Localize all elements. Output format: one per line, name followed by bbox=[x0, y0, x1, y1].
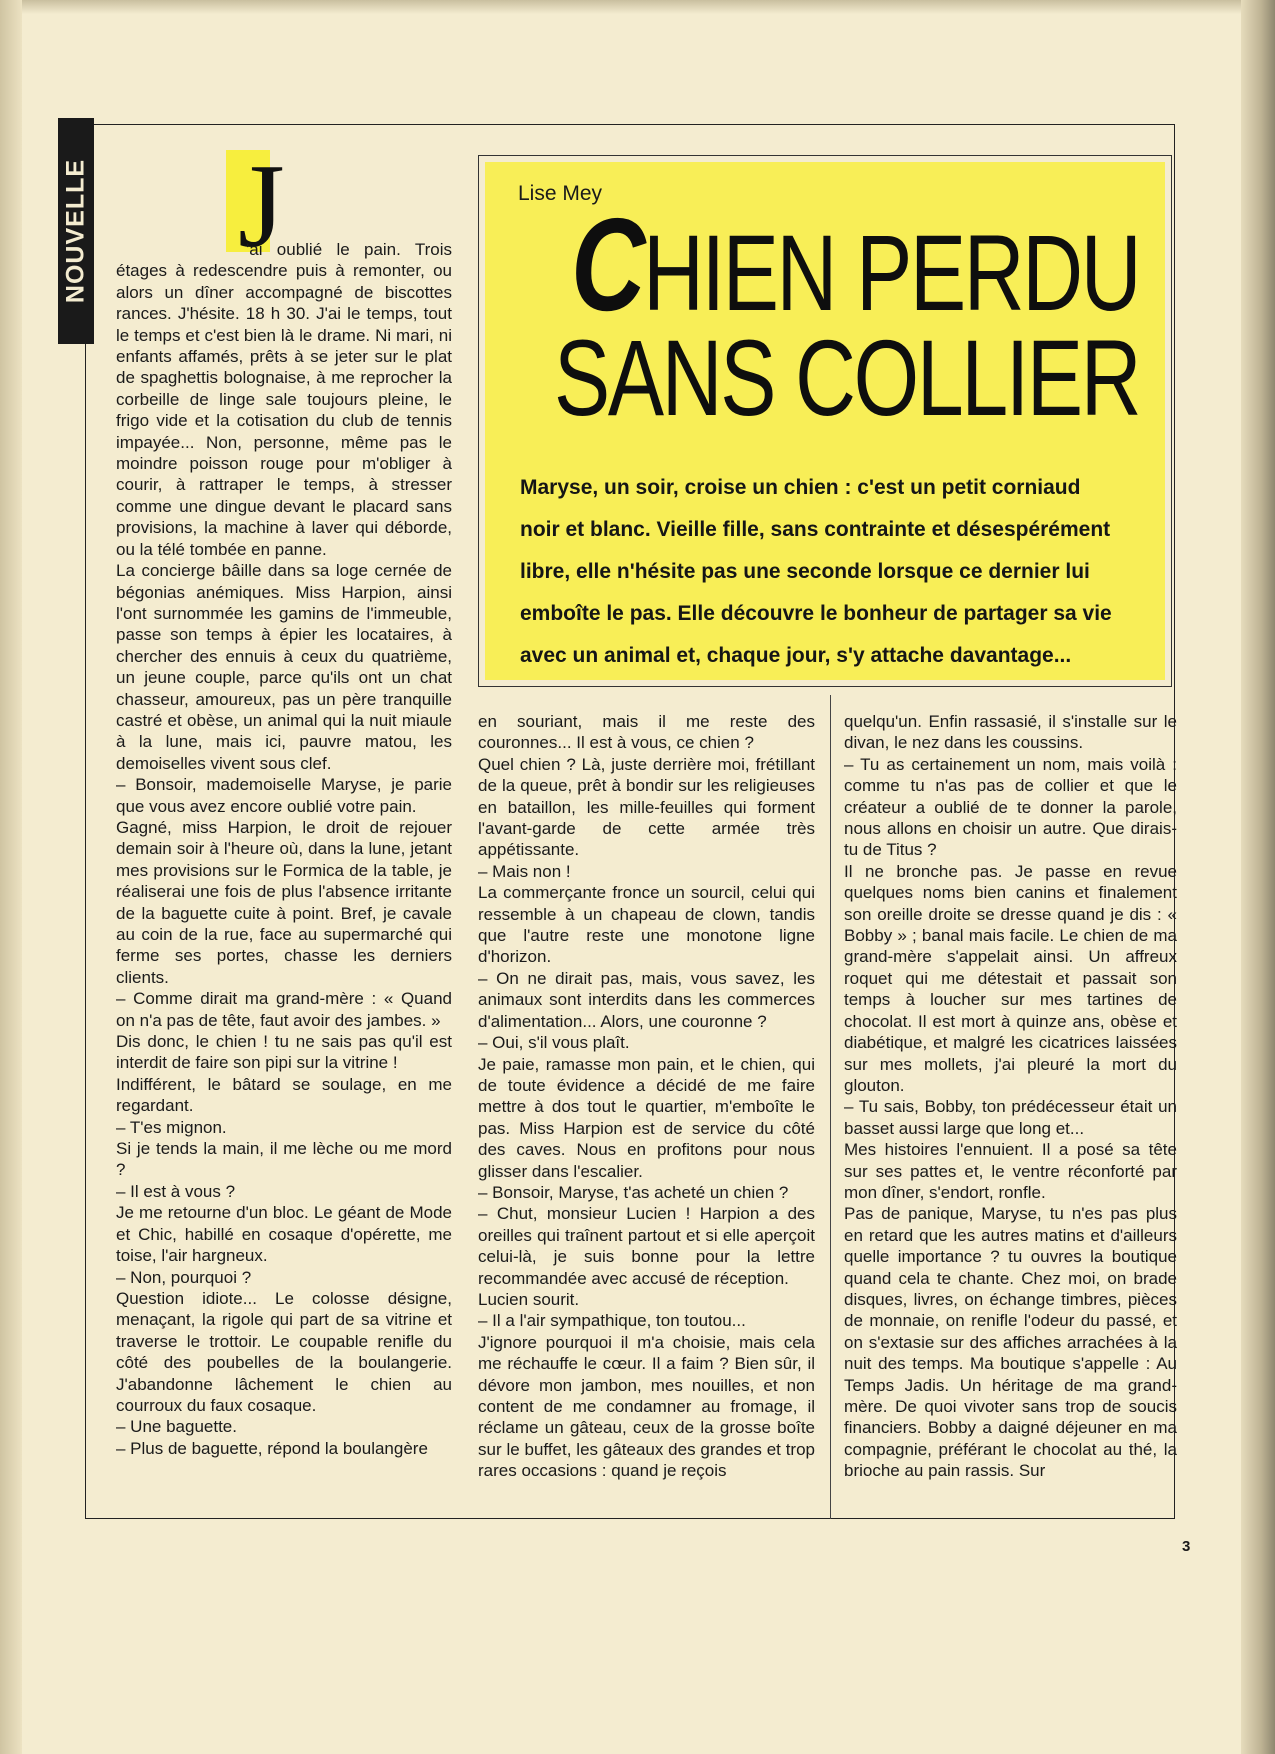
paragraph: Je me retourne d'un bloc. Le géant de Mode et Chic, habillé en cosaque d'opérette, me toise, l'air hargneux. bbox=[116, 1203, 452, 1266]
author-name: Lise Mey bbox=[518, 182, 603, 205]
title-line-2: SANS COLLIER bbox=[553, 317, 1139, 439]
page-spine bbox=[0, 0, 22, 1754]
paragraph: Si je tends la main, il me lèche ou me mord ? bbox=[116, 1139, 452, 1180]
paragraph: – Plus de baguette, répond la boulangère bbox=[116, 1438, 428, 1458]
paragraph: – Tu as certainement un nom, mais voilà : comme tu n'as pas de collier et que le créateur a oublié de te donner la parole, nous allons en choisir un autre. Que dirais-tu de Titus ? bbox=[844, 754, 1177, 860]
paragraph: J'ignore pourquoi il m'a choisie, mais cela me réchauffe le cœur. Il a faim ? Bien sûr, il dévore mon jambon, mes nouilles, et non content de me condamner au fromage, il réclame un gâteau, ceux de la grosse boîte sur le buffet, les gâteaux des grandes et trop rares occasions : quand je reçois bbox=[478, 1332, 815, 1481]
paragraph: Mes histoires l'ennuient. Il a posé sa tête sur ses pattes et, le ventre réconforté par mon dîner, s'endort, ronfle. bbox=[844, 1140, 1177, 1202]
paragraph: La concierge bâille dans sa loge cernée de bégonias anémiques. Miss Harpion, ainsi l'ont surnommée les gamins de l'immeuble, passe son temps à épier les locataires, à chercher des ennuis à ceux du quatrième, un jeune couple, parce qu'ils ont un chat chasseur, amoureux, pas un père tranquille castré et obèse, un animal qui la nuit miaule à la lune, mais ici, pauvre matou, les demoiselles vivent sous clef. bbox=[116, 561, 452, 773]
title-initial: C bbox=[570, 191, 643, 338]
paragraph: – Oui, s'il vous plaît. bbox=[478, 1033, 630, 1053]
section-tab bbox=[58, 118, 94, 344]
paragraph: Question idiote... Le colosse désigne, menaçant, la rigole qui part de sa vitrine et traverse le trottoir. Le coupable renifle du côté des poubelles de la boulangerie. J'abandonne lâchement le chien au courroux du faux cosaque. bbox=[116, 1288, 452, 1415]
paragraph: quelqu'un. Enfin rassasié, il s'installe sur le divan, le nez dans les coussins. bbox=[844, 712, 1177, 753]
paragraph: en souriant, mais il me reste des couronnes... Il est à vous, ce chien ? bbox=[478, 712, 815, 753]
paragraph: Gagné, miss Harpion, le droit de rejouer demain soir à l'heure où, dans la lune, jetant mes provisions sur le Formica de la table, je réaliserai une fois de plus l'absence irritante de la baguette cuite à point. Bref, je cavale au coin de la rue, face au supermarché qui ferme ses portes, chasse les derniers clients. bbox=[116, 817, 452, 987]
paragraph: – Tu sais, Bobby, ton prédécesseur était un basset aussi large que long et... bbox=[844, 1097, 1177, 1138]
paragraph: Dis donc, le chien ! tu ne sais pas qu'il est interdit de faire son pipi sur la vitrine ! bbox=[116, 1032, 452, 1073]
paragraph: 'ai oublié le pain. Trois étages à redescendre puis à remonter, ou alors un dîner accompagné de biscottes rances. J'hésite. 18 h 30. J'ai le temps, tout le temps et c'est bien là le drame. Ni mari, ni enfants affamés, prêts à se jeter sur le plat de spaghettis bolognaise, à me reprocher la corbeille de linge sale toujours pleine, le frigo vide et la cotisation du club de tennis impayée... Non, personne, même pas le moindre poisson rouge pour m'obliger à courir, à rattraper le temps, à stresser comme une dingue devant le placard sans provisions, la machine à laver qui déborde, ou la télé tombée en panne. bbox=[116, 240, 452, 559]
article-title bbox=[553, 191, 1139, 439]
dropcap: J bbox=[238, 139, 285, 272]
paragraph: – Non, pourquoi ? bbox=[116, 1267, 252, 1287]
article-standfirst: Maryse, un soir, croise un chien : c'est un petit corniaud noir et blanc. Vieille fille, sans contrainte et désespérément libre, elle n'hésite pas une seconde lorsque ce dernier lui emboîte le pas. Elle découvre le bonheur de partager sa vie avec un animal et, chaque jour, s'y attache davantage... bbox=[520, 476, 1112, 667]
headline-box bbox=[478, 155, 1172, 687]
paragraph: – On ne dirait pas, mais, vous savez, les animaux sont interdits dans les commerces d'alimentation... Alors, une couronne ? bbox=[478, 968, 815, 1031]
title-line-1-rest: HIEN PERDU bbox=[642, 212, 1139, 333]
page-right-edge bbox=[1241, 0, 1275, 1754]
headline-box-fill bbox=[485, 162, 1165, 680]
paragraph: – Il est à vous ? bbox=[116, 1181, 236, 1201]
paragraph: Lucien sourit. bbox=[478, 1289, 580, 1309]
page-number: 3 bbox=[1182, 1538, 1191, 1555]
paragraph: – Il a l'air sympathique, ton toutou... bbox=[478, 1311, 746, 1331]
text-column-2 bbox=[478, 711, 815, 1482]
text-column-3 bbox=[844, 711, 1177, 1482]
paragraph: Pas de panique, Maryse, tu n'es pas plus en retard que les autres matins et d'ailleurs quelle importance ? tu ouvres la boutique quand cela te chante. Chez moi, on brade disques, livres, on échange timbres, pièces de monnaie, on renifle l'odeur du passé, et on s'extasie sur des affiches arrachées à la nuit des temps. Ma boutique s'appelle : Au Temps Jadis. Un héritage de ma grand-mère. De quoi vivoter sans trop de soucis financiers. Bobby a daigné déjeuner en ma compagnie, préférant le chocolat au thé, la brioche au pain rassis. Sur bbox=[844, 1204, 1177, 1481]
paragraph: – Mais non ! bbox=[478, 861, 571, 881]
column-rule bbox=[830, 695, 831, 1519]
paragraph: – Comme dirait ma grand-mère : « Quand on n'a pas de tête, faut avoir des jambes. » bbox=[116, 989, 452, 1030]
title-line-1 bbox=[554, 191, 1139, 338]
paragraph: – Chut, monsieur Lucien ! Harpion a des oreilles qui traînent partout et si elle aperçoit celui-là, je suis bonne pour la lettre recommandée avec accusé de réception. bbox=[478, 1204, 815, 1288]
paragraph: Il ne bronche pas. Je passe en revue quelques noms bien canins et finalement son oreille droite se dresse quand je dis : « Bobby » ; banal mais facile. Le chien de ma grand-mère s'appelait ainsi. Un affreux roquet qui me détestait et passait son temps à loucher sur mes tartines de chocolat. Il est mort à quinze ans, obèse et diabétique, et malgré les cicatrices laissées sur mes mollets, j'ai pleuré la mort du glouton. bbox=[844, 861, 1177, 1095]
section-label: NOUVELLE bbox=[61, 158, 90, 304]
paragraph: – Une baguette. bbox=[116, 1417, 237, 1437]
paragraph: Indifférent, le bâtard se soulage, en me regardant. bbox=[116, 1074, 452, 1116]
paragraph: – T'es mignon. bbox=[116, 1117, 227, 1137]
paragraph: La commerçante fronce un sourcil, celui qui ressemble à un chapeau de clown, tandis que l'autre reste une monotone ligne d'horizon. bbox=[478, 883, 815, 967]
paragraph: – Bonsoir, Maryse, t'as acheté un chien ? bbox=[478, 1182, 789, 1202]
paragraph: Je paie, ramasse mon pain, et le chien, qui de toute évidence a décidé de me faire mettre à dos tout le quartier, m'emboîte le pas. Miss Harpion est de service du côté des caves. Nous en profitons pour nous glisser dans l'escalier. bbox=[478, 1054, 815, 1181]
paragraph: – Bonsoir, mademoiselle Maryse, je parie que vous avez encore oublié votre pain. bbox=[116, 775, 452, 816]
text-column-1 bbox=[116, 239, 452, 1459]
page-top-edge bbox=[22, 0, 1241, 14]
paragraph: Quel chien ? Là, juste derrière moi, frétillant de la queue, prêt à bondir sur les religieuses en bataillon, les mille-feuilles qui forment l'avant-garde de cette armée très appétissante. bbox=[478, 754, 815, 860]
